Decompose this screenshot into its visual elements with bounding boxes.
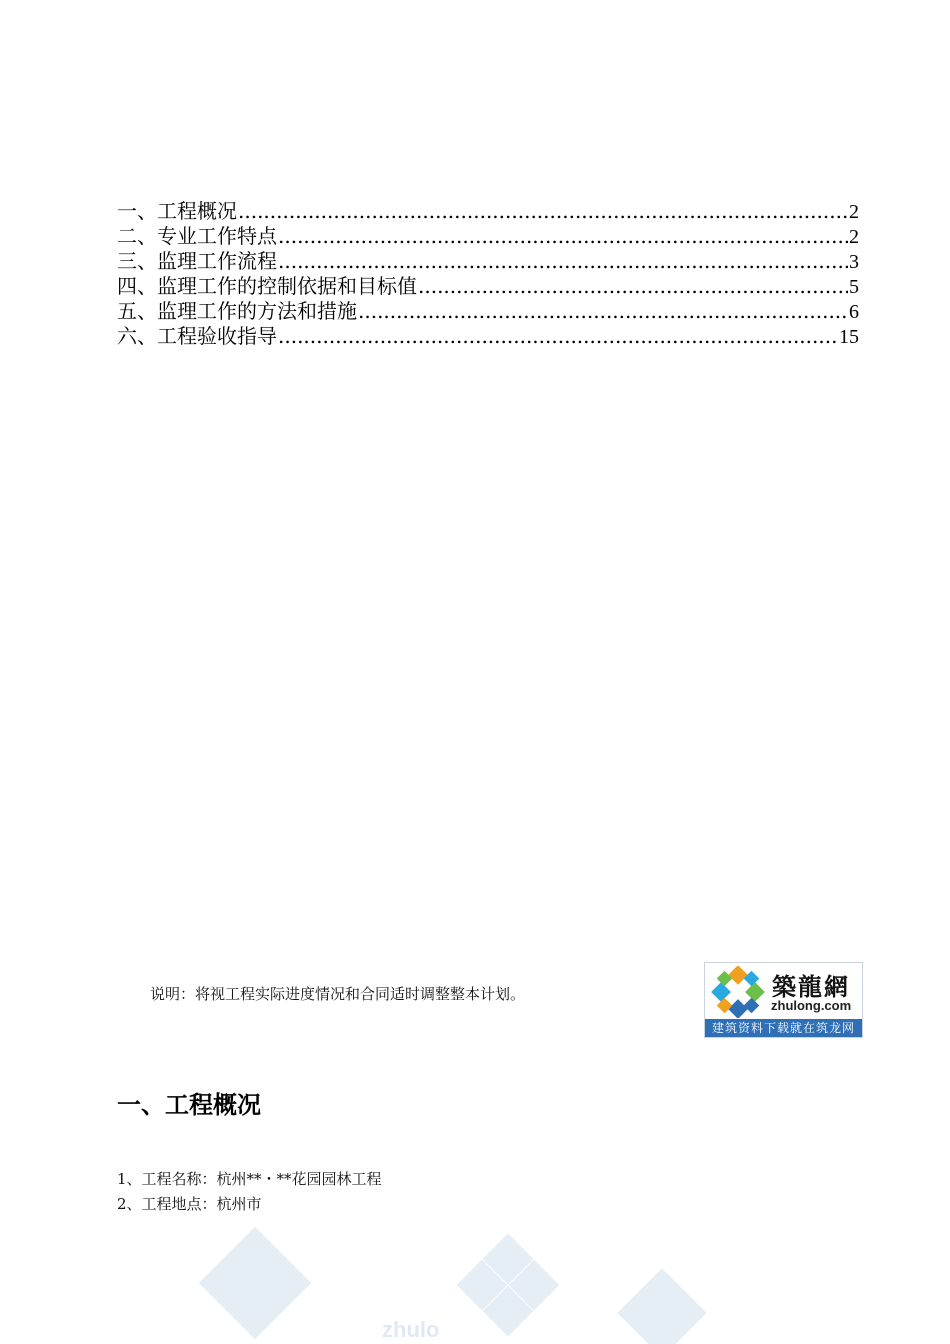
toc-entry-title: 一、工程概况 [117,199,237,223]
toc-entry-1[interactable] [117,199,859,224]
section-heading: 一、工程概况 [117,1091,261,1119]
toc-entry-page: 5 [849,276,859,298]
toc-entry-page: 3 [849,251,859,273]
toc-entry-4[interactable] [117,274,859,299]
toc-entry-page: 2 [849,201,859,223]
toc-leader-dots [278,249,848,274]
logo-slogan: 建筑资料下载就在筑龙网 [705,1019,862,1037]
project-location: 2、工程地点：杭州市 [117,1195,262,1213]
toc-entry-title: 六、工程验收指导 [117,324,277,348]
logo-chinese-name: 築龍網 [772,972,850,1001]
logo-star-icon [709,966,767,1018]
zhulong-logo[interactable] [704,962,863,1038]
toc-leader-dots [278,324,838,349]
watermark-text: zhulo [382,1317,440,1342]
toc-entry-3[interactable] [117,249,859,274]
toc-entry-title: 二、专业工作特点 [117,224,277,248]
toc-entry-page: 6 [849,301,859,323]
toc-entry-page: 15 [839,326,859,348]
toc-entry-title: 五、监理工作的方法和措施 [117,299,357,323]
toc-entry-2[interactable] [117,224,859,249]
toc-leader-dots [278,224,848,249]
toc-leader-dots [358,299,848,324]
table-of-contents [117,199,859,349]
toc-entry-5[interactable] [117,299,859,324]
project-name: 1、工程名称：杭州**・**花园园林工程 [117,1170,382,1188]
logo-url: zhulong.com [771,998,852,1013]
plan-note: 说明：将视工程实际进度情况和合同适时调整整本计划。 [150,985,526,1003]
toc-entry-title: 三、监理工作流程 [117,249,277,273]
toc-entry-title: 四、监理工作的控制依据和目标值 [117,274,417,298]
toc-leader-dots [238,199,848,224]
watermark [0,1225,950,1344]
logo-top-area [705,963,864,1020]
toc-entry-page: 2 [849,226,859,248]
toc-leader-dots [418,274,848,299]
toc-entry-6[interactable] [117,324,859,349]
